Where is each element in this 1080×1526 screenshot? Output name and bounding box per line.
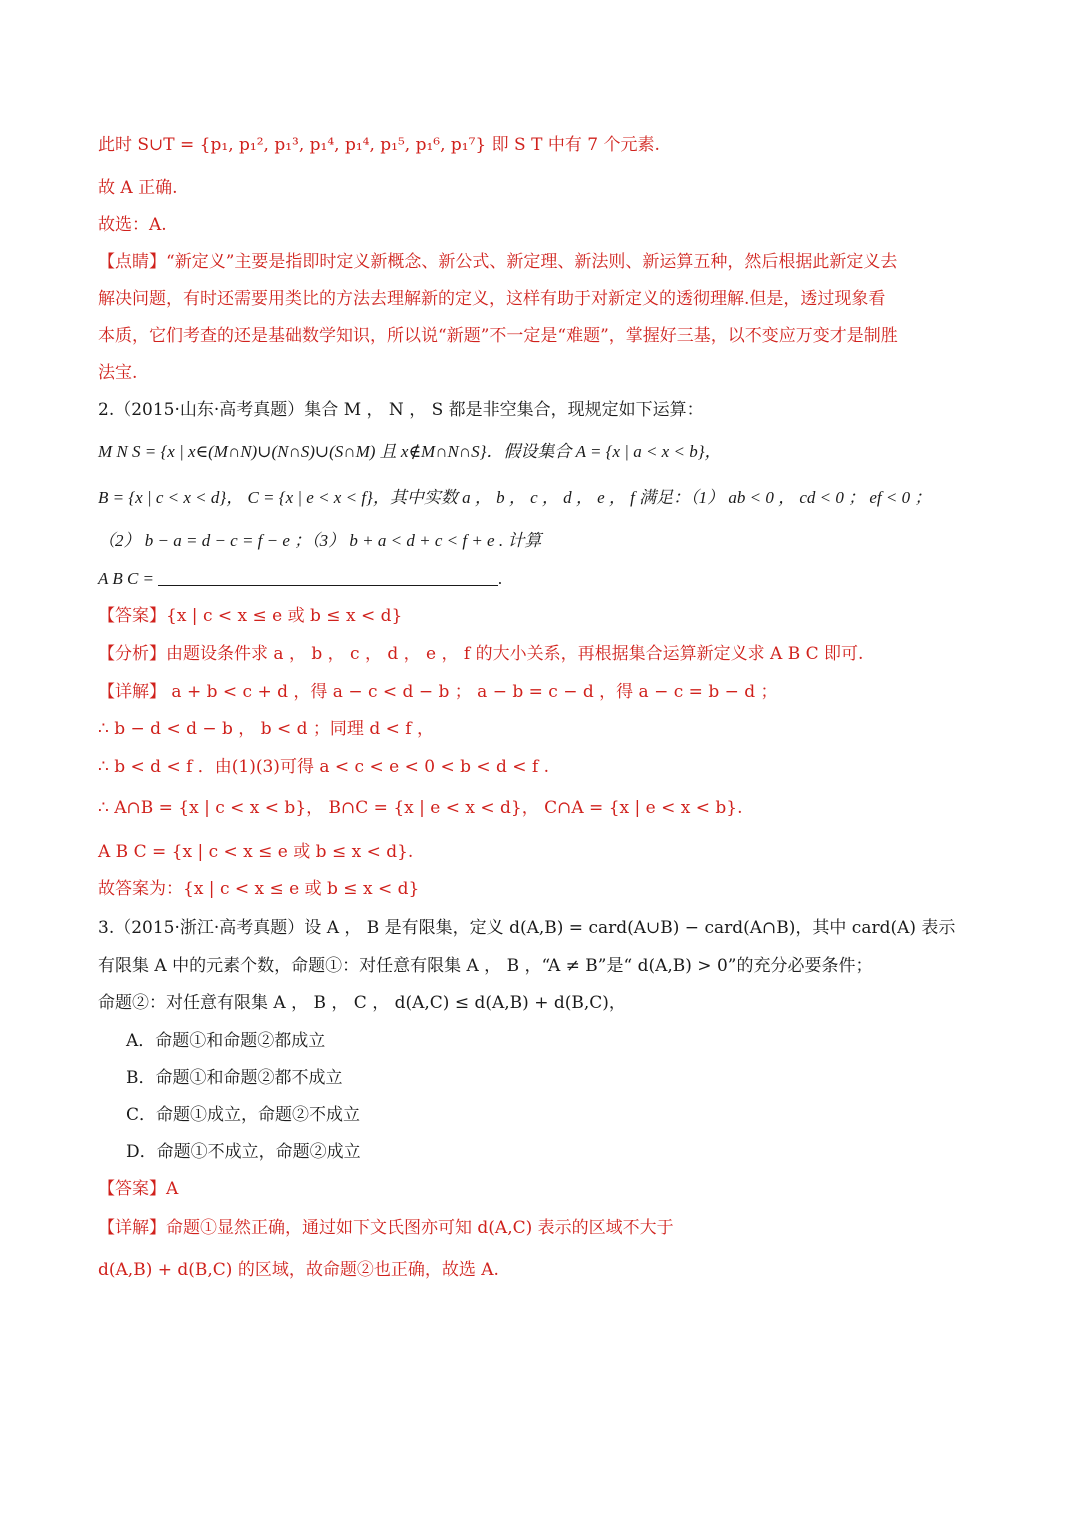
- line-union-result: 此时 S∪T = {p₁, p₁², p₁³, p₁⁴, p₁⁴, p₁⁵, p₁⁶, p₁⁷} 即 S T 中有 7 个元素.: [98, 135, 660, 155]
- option-a: A．命题①和命题②都成立: [126, 1031, 326, 1051]
- blank-label: A B C =: [98, 569, 155, 588]
- answer-blank: [158, 569, 498, 586]
- analysis-line: 【分析】由题设条件求 a ， b ， c ， d ， e ， f 的大小关系，再根据集合运算新定义求 A B C 即可.: [98, 644, 864, 664]
- question-2-conditions: （2） b − a = d − c = f − e ；（3） b + a < d + c < f + e . 计算: [98, 531, 542, 550]
- comment-line-1: 【点睛】“新定义”主要是指即时定义新概念、新公式、新定理、新法则、新运算五种，然后根据此新定义去: [98, 252, 898, 272]
- question-2-sets: B = {x | c < x < d}， C = {x | e < x < f}，其中实数 a ， b ， c ， d ， e ， f 满足：（1） ab < 0 ， cd < 0 ； ef < 0 ；: [98, 488, 932, 507]
- q3-detail-line-2: d(A,B) + d(B,C) 的区域，故命题②也正确，故选 A.: [98, 1260, 499, 1280]
- question-2-blank: A B C = .: [98, 569, 503, 588]
- line-choice: 故选：A.: [98, 215, 167, 235]
- question-2-definition: M N S = {x | x∈(M∩N)∪(N∩S)∪(S∩M) 且 x∉M∩N∩S}．假设集合 A = {x | a < x < b}，: [98, 442, 722, 461]
- detail-line-1: 【详解】 a + b < c + d ，得 a − c < d − b ； a − b = c − d ，得 a − c = b − d ；: [98, 682, 778, 702]
- final-answer-line: 故答案为：{x | c < x ≤ e 或 b ≤ x < d}: [98, 879, 420, 899]
- answer-line: 【答案】{x | c < x ≤ e 或 b ≤ x < d}: [98, 606, 403, 626]
- comment-line-4: 法宝.: [98, 363, 138, 383]
- option-d: D．命题①不成立，命题②成立: [126, 1142, 361, 1162]
- detail-line-2: ∴ b − d < d − b ， b < d ；同理 d < f ，: [98, 719, 434, 739]
- question-3-title: 3.（2015·浙江·高考真题）设 A ， B 是有限集，定义 d(A,B) = card(A∪B) − card(A∩B)，其中 card(A) 表示: [98, 918, 956, 938]
- detail-line-4: ∴ A∩B = {x | c < x < b}， B∩C = {x | e < x < d}， C∩A = {x | e < x < b}.: [98, 798, 743, 818]
- question-3-line-3: 命题②：对任意有限集 A ， B ， C ， d(A,C) ≤ d(A,B) + d(B,C)，: [98, 993, 626, 1013]
- detail-line-5: A B C = {x | c < x ≤ e 或 b ≤ x < d}.: [98, 842, 414, 862]
- question-3-line-2: 有限集 A 中的元素个数，命题①：对任意有限集 A ， B ，“A ≠ B”是“ d(A,B) > 0”的充分必要条件；: [98, 956, 873, 976]
- question-2-title: 2.（2015·山东·高考真题）集合 M ， N ， S 都是非空集合，现规定如下运算：: [98, 400, 704, 420]
- detail-line-3: ∴ b < d < f ．由(1)(3)可得 a < c < e < 0 < b < d < f .: [98, 757, 550, 777]
- q3-answer-line: 【答案】A: [98, 1179, 179, 1199]
- comment-line-3: 本质，它们考查的还是基础数学知识，所以说“新题”不一定是“难题”，掌握好三基，以不变应万变才是制胜: [98, 326, 898, 346]
- line-conclusion: 故 A 正确.: [98, 178, 178, 198]
- option-c: C．命题①成立，命题②不成立: [126, 1105, 361, 1125]
- option-b: B．命题①和命题②都不成立: [126, 1068, 343, 1088]
- comment-line-2: 解决问题，有时还需要用类比的方法去理解新的定义，这样有助于对新定义的透彻理解.但是，透过现象看: [98, 289, 886, 309]
- q3-detail-line-1: 【详解】命题①显然正确，通过如下文氏图亦可知 d(A,C) 表示的区域不大于: [98, 1218, 674, 1238]
